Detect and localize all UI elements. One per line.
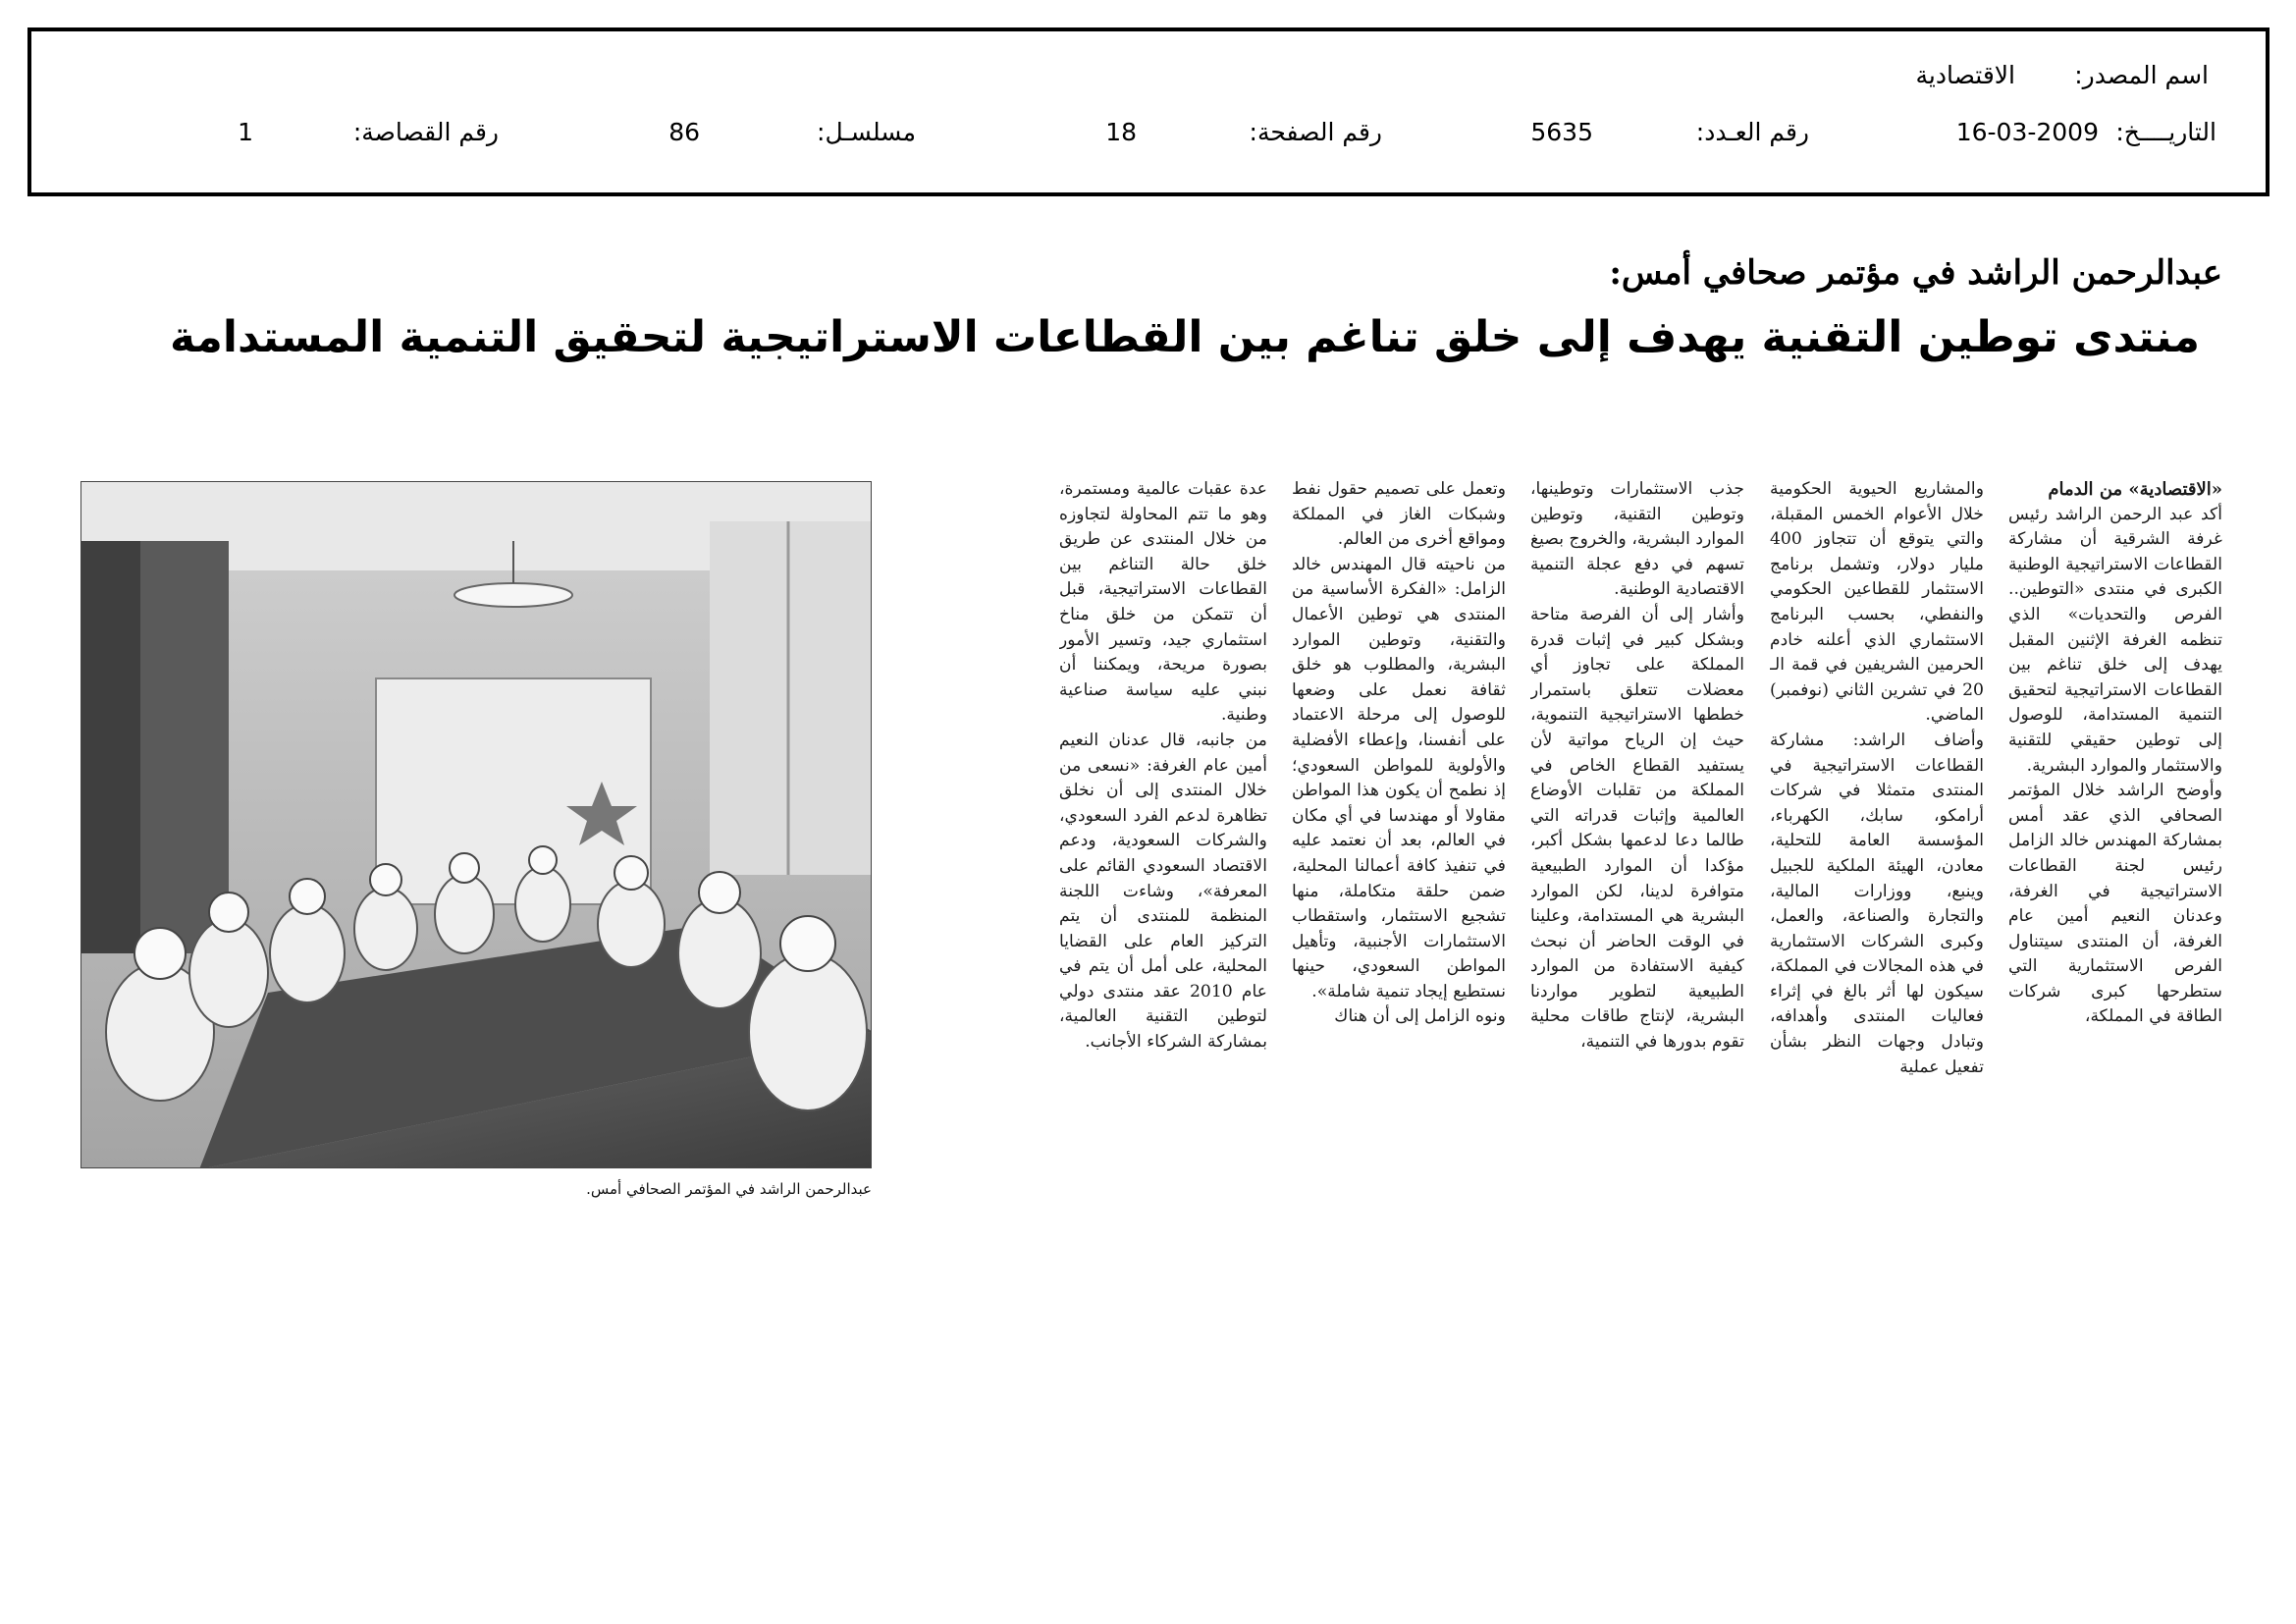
paragraph: أكد عبد الرحمن الراشد رئيس غرفة الشرقية أن مشاركة القطاعات الاستراتيجية الوطنية الكبرى في منتدى «التوطين.. الفرص والتحديات» الذي تنظمه الغرفة الإثنين المقبل يهدف إلى خلق تناغم بين القطاعات الاستراتيجية لتحقيق التنمية المستدامة، للوصول إلى توطين حقيقي للتقنية والاستثمار والموارد البشرية. [2008, 504, 2222, 776]
paragraph: من ناحيته قال المهندس خالد الزامل: «الفكرة الأساسية من المنتدى هي توطين الأعمال والتقنية، وتوطين الموارد البشرية، والمطلوب هو خلق ثقافة نعمل على وضعها للوصول إلى مرحلة الاعتماد على أنفسنا، وإعطاء الأفضلية والأولوية للمواطن السعودي؛ إذ نطمح أن يكون هذا المواطن مقاولا أو مهندسا في أي مكان في العالم، بعد أن نعتمد عليه في تنفيذ كافة أعمالنا المحلية، ضمن حلقة متكاملة، منها تشجيع الاستثمار، واستقطاب الاستثمارات الأجنبية، وتأهيل المواطن السعودي، حينها نستطيع إيجاد تنمية شاملة». [1292, 554, 1506, 1001]
paragraph: عدة عقبات عالمية ومستمرة، وهو ما تتم المحاولة لتجاوزه من خلال المنتدى عن طريق خلق حالة التناغم بين القطاعات الاستراتيجية، قبل أن تتمكن من خلق مناخ استثماري جيد، وتسير الأمور بصورة مريحة، ويمكننا أن نبني عليه سياسة صناعية وطنية. [1059, 479, 1267, 726]
article-column-5 [1059, 477, 1267, 1184]
article-headline: منتدى توطين التقنية يهدف إلى خلق تناغم بين القطاعات الاستراتيجية لتحقيق التنمية المستدامة [169, 312, 2201, 362]
page-number-value: 18 [1105, 118, 1137, 146]
date-value: 16-03-2009 [1955, 118, 2099, 146]
date-label: التاريــــخ: [2115, 118, 2216, 146]
source-label: اسم المصدر: [2074, 61, 2209, 89]
paragraph: وأوضح الراشد خلال المؤتمر الصحافي الذي عقد أمس بمشاركة المهندس خالد الزامل رئيس لجنة القطاعات الاستراتيجية في الغرفة، وعدنان النعيم أمين عام الغرفة، أن المنتدى سيتناول الفرص الاستثمارية التي ستطرحها كبرى شركات الطاقة في المملكة، [2008, 781, 2222, 1027]
source-value: الاقتصادية [1915, 61, 2015, 89]
article-kicker: عبدالرحمن الراشد في مؤتمر صحافي أمس: [1609, 253, 2222, 293]
press-conference-photo-graphic [81, 482, 872, 1168]
paragraph: وأشار إلى أن الفرصة متاحة وبشكل كبير في إثبات قدرة المملكة على تجاوز أي معضلات تتعلق باستمرار خططها الاستراتيجية التنموية، حيث إن الرياح مواتية لأن يستفيد القطاع الخاص في المملكة من تقلبات الأوضاع العالمية وإثبات قدراته التي طالما دعا لدعمها بشكل أكبر، مؤكدا أن الموارد الطبيعية متوافرة لدينا، لكن الموارد البشرية هي المستدامة، وعلينا في الوقت الحاضر أن نبحث كيفية الاستفادة من الموارد الطبيعية لتطوير مواردنا البشرية، لإنتاج طاقات محلية تقوم بدورها في التنمية، [1530, 604, 1744, 1053]
serial-label: مسلسـل: [817, 118, 916, 146]
paragraph: وتعمل على تصميم حقول نفط وشبكات الغاز في المملكة ومواقع أخرى من العالم. [1292, 479, 1506, 550]
page-number-label: رقم الصفحة: [1249, 118, 1382, 146]
article-byline: «الاقتصادية» من الدمام [2048, 479, 2222, 500]
issue-label: رقم العـدد: [1695, 118, 1809, 146]
paragraph: والمشاريع الحيوية الحكومية خلال الأعوام الخمس المقبلة، والتي يتوقع أن تتجاوز 400 مليار دولار، وتشمل برنامج الاستثمار للقطاعين الحكومي والنفطي، بحسب البرنامج الاستثماري الذي أعلنه خادم الحرمين الشريفين في قمة الـ 20 في تشرين الثاني (نوفمبر) الماضي. [1770, 479, 1984, 726]
paragraph: جذب الاستثمارات وتوطينها، وتوطين التقنية، وتوطين الموارد البشرية، والخروج بصيغ تسهم في دفع عجلة التنمية الاقتصادية الوطنية. [1530, 479, 1744, 600]
article-column-1 [2008, 477, 2222, 1223]
article-column-4 [1292, 477, 1506, 1204]
paragraph: من جانبه، قال عدنان النعيم أمين عام الغرفة: «نسعى من خلال المنتدى إلى أن نخلق تظاهرة لدعم الفرد السعودي، والشركات السعودية، ودعم الاقتصاد السعودي القائم على المعرفة»، وشاءت اللجنة المنظمة للمنتدى أن يتم التركيز العام على القضايا المحلية، على أمل أن يتم في عام 2010 عقد منتدى دولي لتوطين التقنية العالمية، بمشاركة الشركاء الأجانب. [1059, 730, 1267, 1053]
paragraph: وأضاف الراشد: مشاركة القطاعات الاستراتيجية في المنتدى متمثلا في شركات أرامكو، سابك، الكهرباء، المؤسسة العامة للتحلية، معادن، الهيئة الملكية للجبيل وينبع، ووزارات المالية، والتجارة والصناعة، والعمل، وكبرى الشركات الاستثمارية في هذه المجالات في المملكة، سيكون لها أثر بالغ في إثراء فعاليات المنتدى وأهدافه، وتبادل وجهات النظر بشأن تفعيل عملية [1770, 730, 1984, 1077]
paragraph: ونوه الزامل إلى أن هناك [1334, 1006, 1506, 1027]
photo-caption: عبدالرحمن الراشد في المؤتمر الصحافي أمس. [586, 1180, 872, 1198]
clipping-metadata-box [27, 27, 2269, 196]
article-column-3 [1530, 477, 1744, 1204]
issue-value: 5635 [1530, 118, 1593, 146]
press-conference-photo [80, 481, 872, 1168]
serial-value: 86 [668, 118, 700, 146]
clip-number-label: رقم القصاصة: [352, 118, 499, 146]
clip-number-value: 1 [238, 118, 253, 146]
article-column-2 [1770, 477, 1984, 1204]
